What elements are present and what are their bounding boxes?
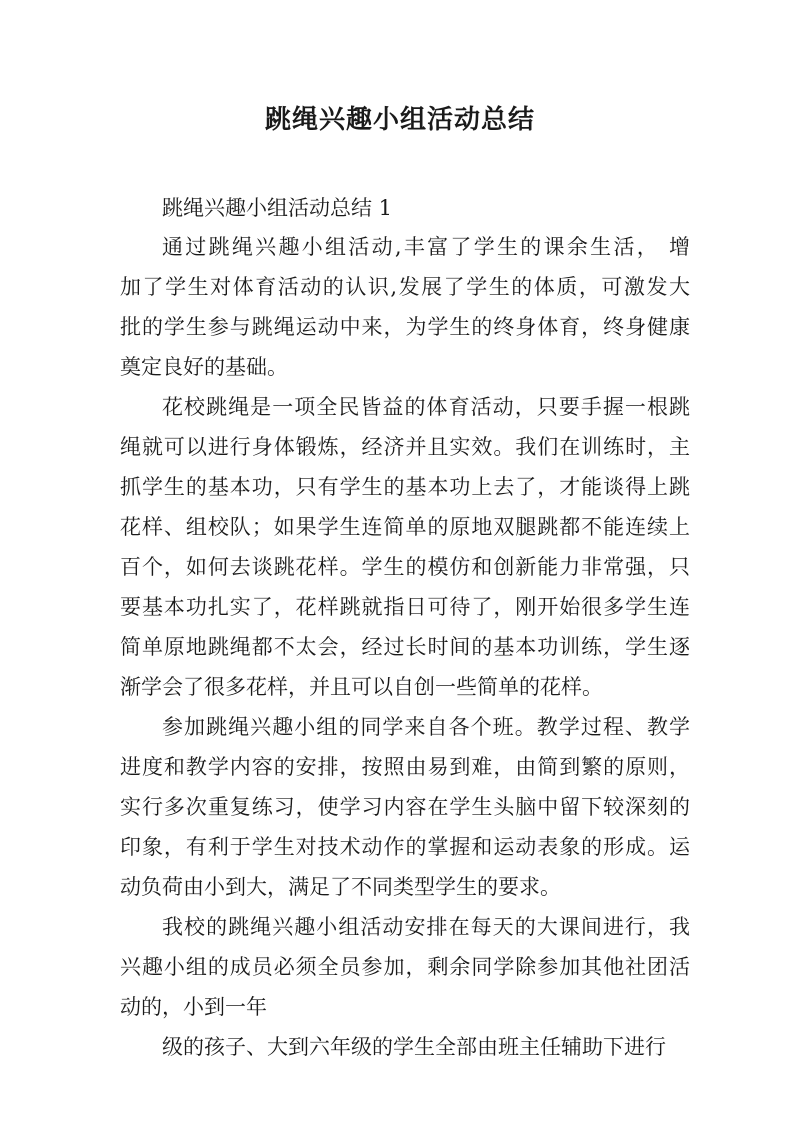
paragraph-4-line-1: 我校的跳绳兴趣小组活动安排在每天的大课间进行，我 <box>162 915 690 939</box>
paragraph-3-line-5: 动负荷由小到大，满足了不同类型学生的要求。 <box>120 875 561 899</box>
paragraph-2-line-5: 百个，如何去谈跳花样。学生的模仿和创新能力非常强，只 <box>120 555 690 579</box>
paragraph-4-line-3: 动的，小到一年 <box>120 995 267 1019</box>
paragraph-2-line-3: 抓学生的基本功，只有学生的基本功上去了，才能谈得上跳 <box>120 475 690 499</box>
paragraph-5-line-1: 级的孩子、大到六年级的学生全部由班主任辅助下进行 <box>162 1035 666 1059</box>
paragraph-3-line-1: 参加跳绳兴趣小组的同学来自各个班。教学过程、教学 <box>162 715 690 739</box>
paragraph-1-line-2: 加了学生对体育活动的认识,发展了学生的体质，可激发大 <box>120 275 690 299</box>
paragraph-4-line-2: 兴趣小组的成员必须全员参加，剩余同学除参加其他社团活 <box>120 955 690 979</box>
paragraph-2-line-4: 花样、组校队；如果学生连简单的原地双腿跳都不能连续上 <box>120 515 690 539</box>
paragraph-2-line-1: 花校跳绳是一项全民皆益的体育活动，只要手握一根跳 <box>162 395 690 419</box>
paragraph-1-line-3: 批的学生参与跳绳运动中来，为学生的终身体育，终身健康 <box>120 315 690 339</box>
paragraph-3-line-4: 印象，有利于学生对技术动作的掌握和运动表象的形成。运 <box>120 835 690 859</box>
paragraph-2-line-7: 简单原地跳绳都不太会，经过长时间的基本功训练，学生逐 <box>120 635 690 659</box>
paragraph-2-line-2: 绳就可以进行身体锻炼，经济并且实效。我们在训练时，主 <box>120 435 690 459</box>
paragraph-3-line-3: 实行多次重复练习，使学习内容在学生头脑中留下较深刻的 <box>120 795 690 819</box>
paragraph-1-line-4: 奠定良好的基础。 <box>120 355 288 379</box>
paragraph-2-line-8: 渐学会了很多花样，并且可以自创一些简单的花样。 <box>120 675 603 699</box>
document-title: 跳绳兴趣小组活动总结 <box>264 105 535 135</box>
section-heading: 跳绳兴趣小组活动总结 1 <box>162 196 393 220</box>
paragraph-2-line-6: 要基本功扎实了，花样跳就指日可待了，刚开始很多学生连 <box>120 595 690 619</box>
paragraph-1-line-1: 通过跳绳兴趣小组活动,丰富了学生的课余生活， 增 <box>162 235 690 259</box>
paragraph-3-line-2: 进度和教学内容的安排，按照由易到难，由简到繁的原则， <box>120 755 690 779</box>
